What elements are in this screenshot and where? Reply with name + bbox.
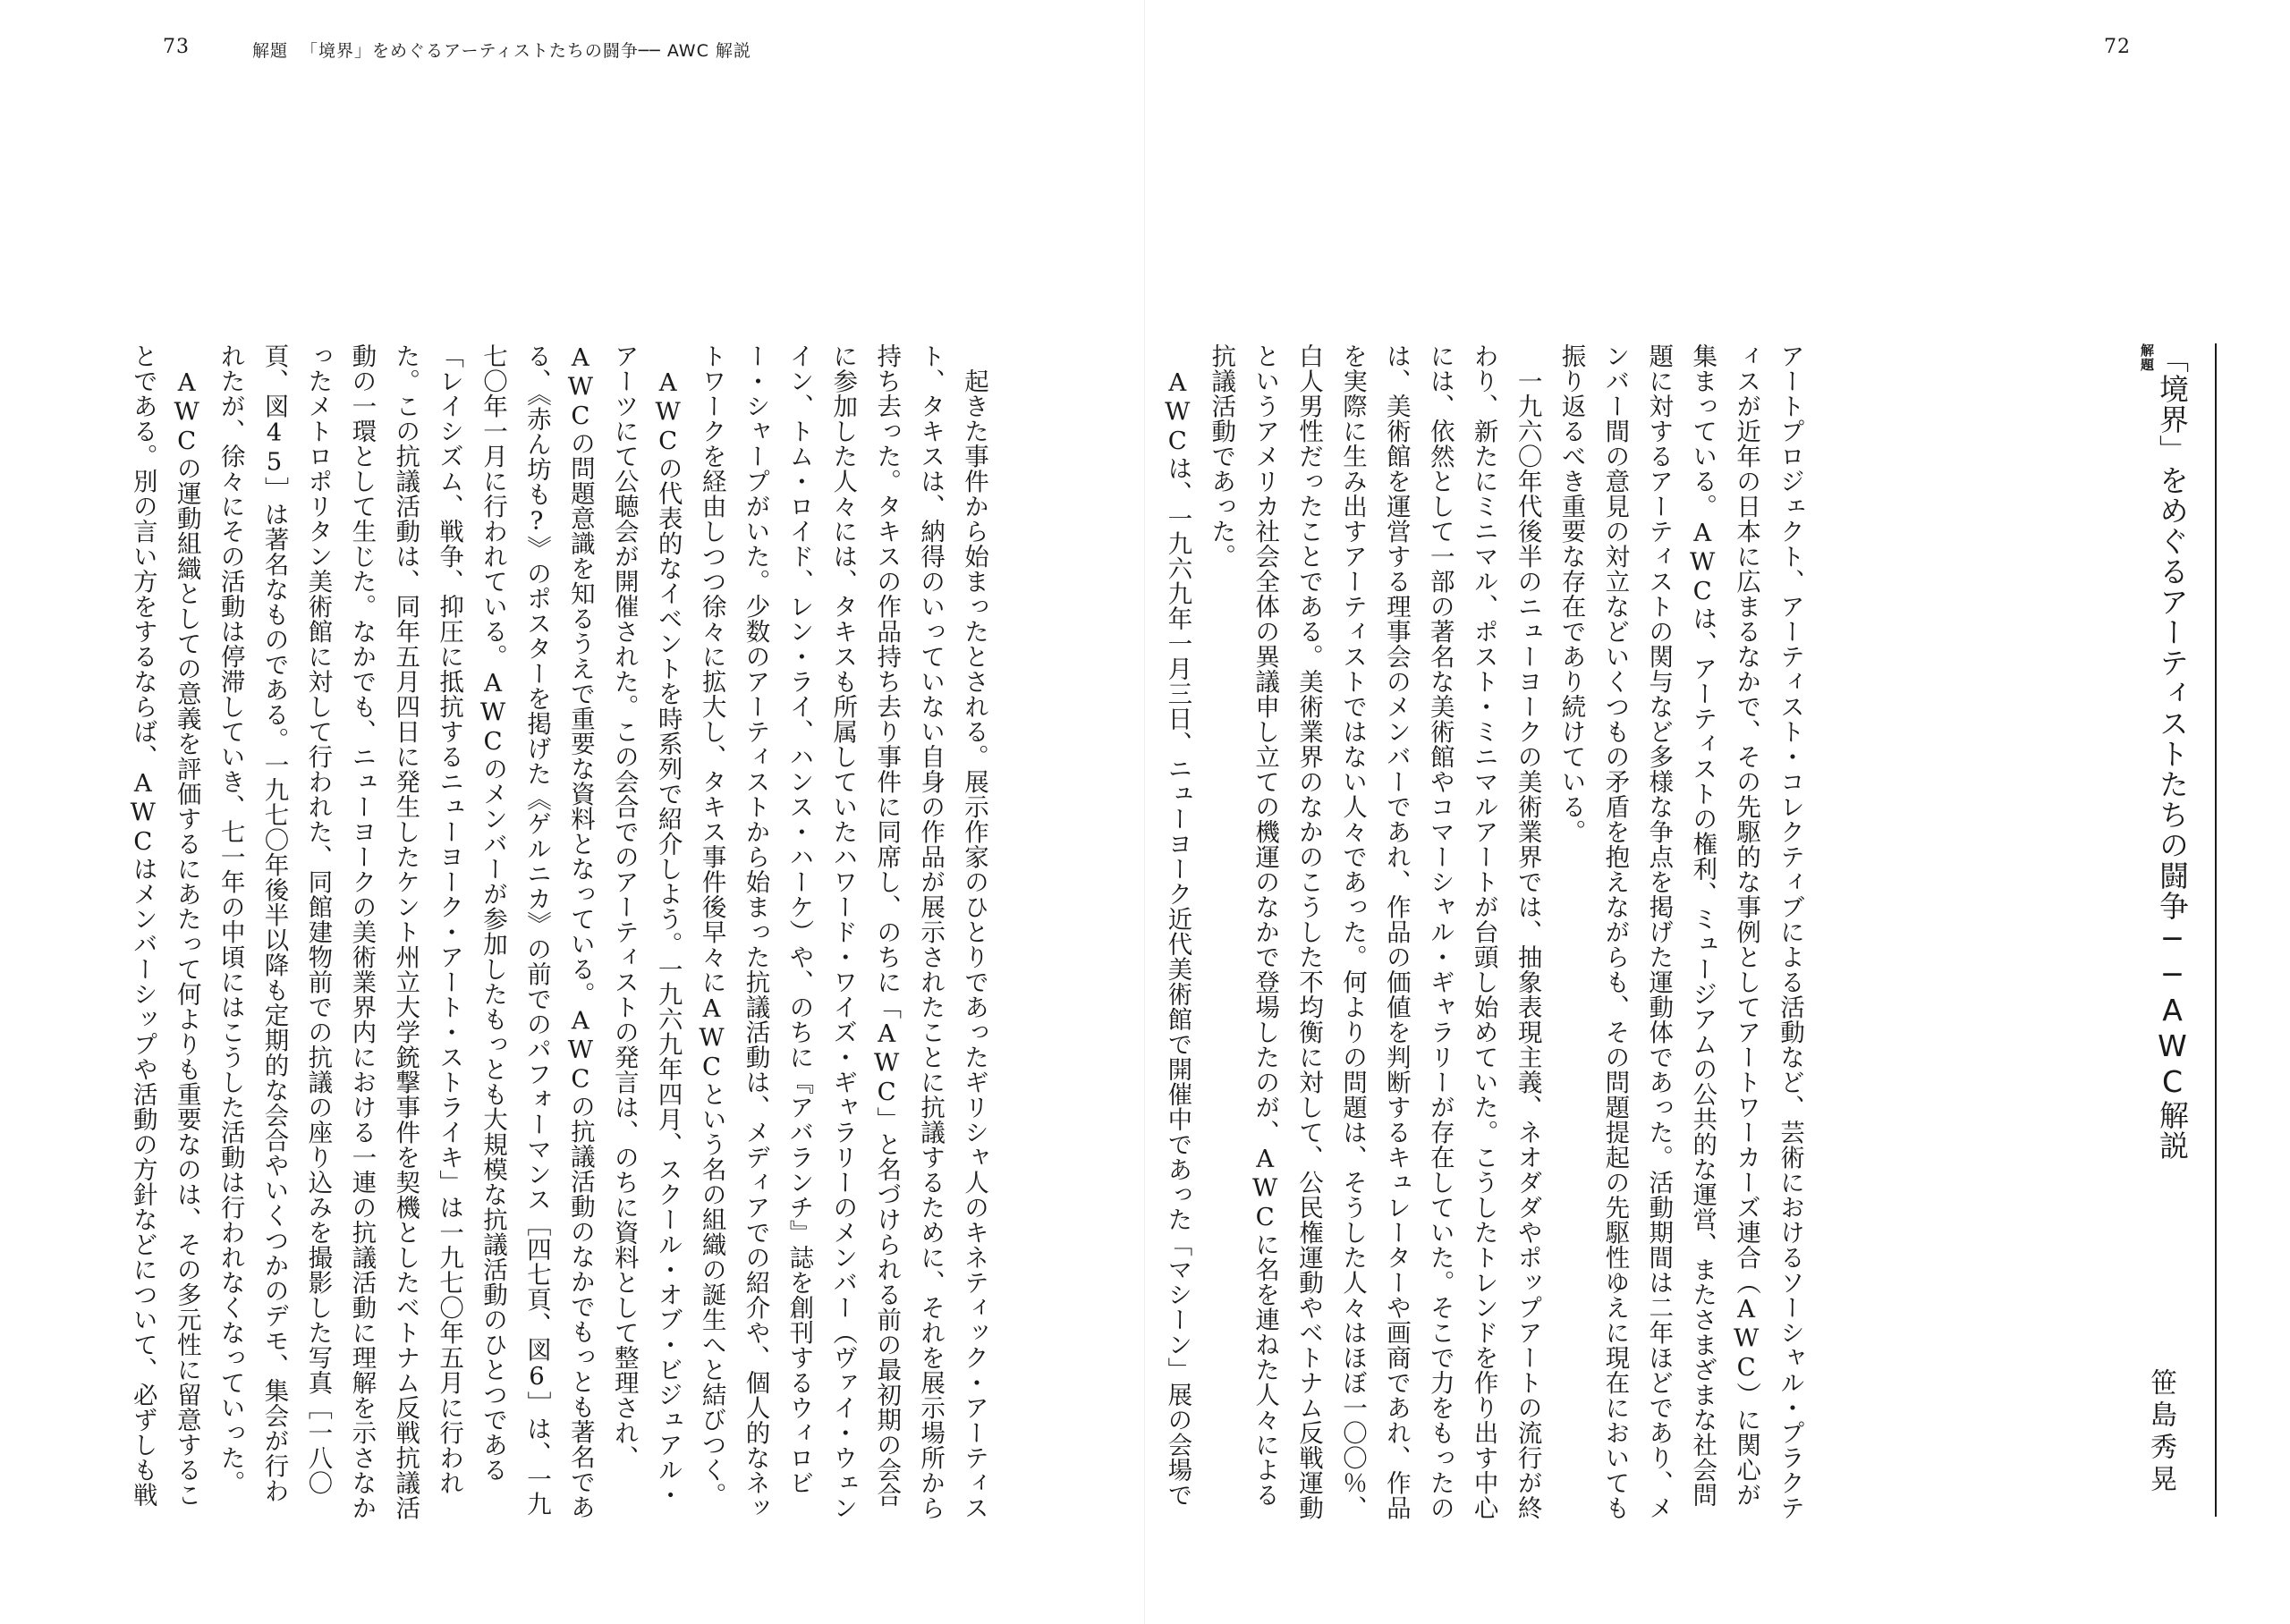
running-head-label: 解題 <box>252 41 289 61</box>
paragraph: AWCは、一九六九年一月三日、ニューヨーク近代美術館で開催中であった「マシーン」展の会場で <box>1163 368 1192 1507</box>
paragraph: 起きた事件から始まったとされる。展示作家のひとりであったギリシャ人のキネティック・アーティスト、タキスは、納得のいっていない自身の作品が展示されたことに抗議するために、それを展示場所から持ち去った。タキスの作品持ち去り事件に同席し、のちに「AWC」と名づけられる前の最初期の会合に参加した人々には、タキスも所属していたハワード・ワイズ・ギャラリーのメンバー（ヴァイ・ウェンイン、トム・ロイド、レン・ライ、ハンス・ハーケ）や、のちに『アバランチ』誌を創刊するウィロビー・シャープがいた。少数のアーティストから始まった抗議活動は、メディアでの紹介や、個人的なネットワークを経由しつつ徐々に拡大し、タキス事件後早々にAWCという名の組織の誕生へと結びつく。 <box>697 343 988 1520</box>
paragraph: 一九六〇年代後半のニューヨークの美術業界では、抽象表現主義、ネオダダやポップアートの流行が終わり、新たにミニマル、ポスト・ミニマルアートが台頭し始めていた。こうしたトレンドを作り出す中心には、依然として一部の著名な美術館やコマーシャル・ギャラリーが存在していた。そこで力をもったのは、美術館を運営する理事会のメンバーであれ、作品の価値を判断するキュレーターや画商であれ、作品を実際に生み出すアーティストではない人々であった。何よりの問題は、そうした人々はほぼ一〇〇％、白人男性だったことである。美術業界のなかのこうした不均衡に対して、公民権運動やベトナム反戦運動というアメリカ社会全体の異議申し立ての機運のなかで登場したのが、AWCに名を連ねた人々による抗議活動であった。 <box>1207 343 1542 1520</box>
page-number: 73 <box>163 36 190 58</box>
page-number: 72 <box>2104 36 2131 58</box>
author-name: 笹島秀晃 <box>2145 1368 2176 1497</box>
paragraph: AWCの代表的なイベントを時系列で紹介しよう。一九六九年四月、スクール・オブ・ビジュアル・アーツにて公聴会が開催された。この会合でのアーティストの発言は、のちに資料として整理され、AWCの問題意識を知るうえで重要な資料となっている。AWCの抗議活動のなかでもっとも著名である、《赤ん坊も?》のポスターを掲げた《ゲルニカ》の前でのパフォーマンス［四七頁、図6］は、一九七〇年一月に行われている。AWCのメンバーが参加したもっとも大規模な抗議活動のひとつである「レイシズム、戦争、抑圧に抵抗するニューヨーク・アート・ストライキ」は一九七〇年五月に行われた。この抗議活動は、同年五月四日に発生したケント州立大学銃撃事件を契機としたベトナム反戦抗議活動の一環として生じた。なかでも、ニューヨークの美術業界内における一連の抗議活動に理解を示さなかったメトロポリタン美術館に対して行われた、同館建物前での抗議の座り込みを撮影した写真［一八〇頁、図45］は著名なものである。一九七〇年後半以降も定期的な会合やいくつかのデモ、集会が行われたが、徐々にその活動は停滞していき、七一年の中頃にはこうした活動は行われなくなっていった。 <box>216 343 683 1520</box>
running-head-title: 「境界」をめぐるアーティストたちの闘争── AWC 解説 <box>301 41 751 61</box>
paragraph: アートプロジェクト、アーティスト・コレクティブによる活動など、芸術におけるソーシャル・プラクティスが近年の日本に広まるなかで、その先駆的な事例としてアートワーカーズ連合（AWC）に関心が集まっている。AWCは、アーティストの権利、ミュージアムの公共的な運営、またさまざまな社会問題に対するアーティストの関与など多様な争点を掲げた運動体であった。活動期間は二年ほどであり、メンバー間の意見の対立などいくつもの矛盾を抱えながらも、その問題提起の先駆性ゆえに現在においても振り返るべき重要な存在であり続けている。 <box>1556 343 1804 1520</box>
running-head <box>252 38 764 62</box>
paragraph: AWCの運動組織としての意義を評価するにあたって何よりも重要なのは、その多元性に留意することである。別の言い方をするならば、AWCはメンバーシップや活動の方針などについて、必ずしも戦 <box>128 343 201 1508</box>
body-text <box>83 343 996 1524</box>
title-rule <box>2215 343 2217 1517</box>
section-label: 解題 <box>2139 343 2155 372</box>
article-title: 「境界」をめぐるアーティストたちの闘争──AWC解説 <box>2155 343 2190 1161</box>
body-text <box>1163 343 1811 1524</box>
